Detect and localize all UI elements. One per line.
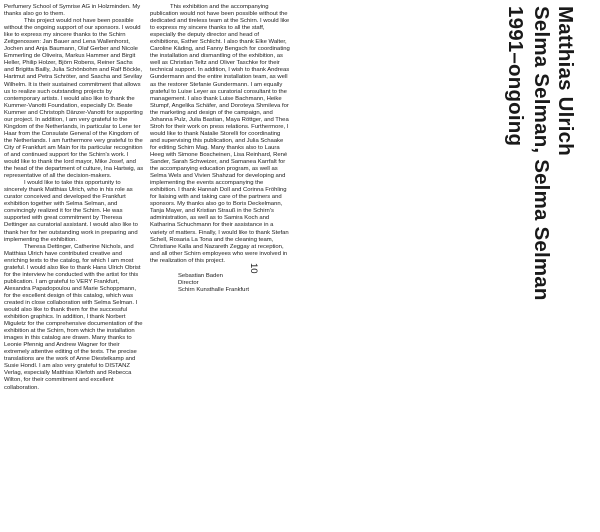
paragraph: Perfumery School of Symrise AG in Holzminden. My thanks also go to them. bbox=[4, 4, 141, 18]
paragraph: This project would not have been possible without the ongoing support of our sponsors. I would like to express my sincere thanks to the Schirn Zeitgenossen: Jan Bauer and Lena Wallenhorst, Jochen and Anja Baumann, Olaf Gerber and Nicole Emmerling de Oliveira, Markus Hammer and Birgit Heller, Philip Holzer, Björn Robens, Reiner Sachs and Brigitta Bailly, Julia Schönbohm and Ralf Böckle, Hartmut and Petra Schröter, and Sascha and Sevilay Wilhelm. It is their sustained commitment that allows us to realize such outstanding projects by contemporary artists. I would also like to thank the Kummer-Vanotti Foundation, especially Dr. Beate Kummer and Christoph Dänzer-Vanotti for supporting our project. In addition, I am very grateful to the Kingdom of the Netherlands, in particular to Lene ter Haar from the Consulate General of the Kingdom of the Netherlands. I am furthermore very grateful to the City of Frankfurt am Main for its particular recognition of and continued support for the Schirn's work. I would like to thank the lord mayor, Mike Josef, and the head of the department of culture, Ina Hartwig, as representative of all the decision-makers. bbox=[4, 18, 144, 180]
paragraph: I would like to take this opportunity to sincerely thank Matthias Ulrich, who in his role as curator conceived and developed the Frankfurt exhibition together with Selma Selman, and convincingly realized it for the Schirn. He was supported with great commitment by Theresa Dettinger as curatorial assistant. I would also like to thank her for her outstanding work in preparing and implementing the exhibition. bbox=[4, 180, 138, 243]
title-dates: 1991–ongoing bbox=[504, 6, 527, 147]
signature-institution: Schirn Kunsthalle Frankfurt bbox=[178, 286, 250, 293]
title-author: Matthias Ulrich bbox=[554, 6, 577, 156]
paragraph: This exhibition and the accompanying publication would not have been possible without the dedicated and tireless team at the Schirn. I would like to express my sincere thanks to all the staff, especially the deputy director and head of exhibitions, Esther Schlicht. I also thank Elke Walter, Caroline Käding, and Fanny Bengsch for coordinating the installation and dismantling of the exhibition, as well as Christian Teltz and Oliver Taschke for their technical support. In addition, I wish to thank Andreas Gundermann and the entire installation team, as well as the restorer Stefanie Gundermann. I am equally grateful to Luise Leyer as curatorial consultant to the management. I also thank Luise Bachmann, Heike Stumpf, Angelika Schäfer, and Doroteya Shmileva for the marketing and design of the campaign, and Johanna Pulz, Julia Bastian, Maya Röttger, and Thea Stroh for their work on press relations. Furthermore, I would like to thank Natalie Storelli for coordinating and supervising this publication, and Julia Schaake for editing Schirn Mag. Many thanks also to Laura Heeg with Simone Boscheinen, Lisa Reinhard, René Sander, Sarah Schweizer, and Samanea Karrfalt for the accompanying education program, as well as Selma Wels and Vivien Shahzad for developing and implementing the events accompanying the exhibition. I thank Hannah Doll and Corinna Fröhling for liaising with and taking care of the partners and sponsors. My thanks also go to Boris Deckelmann, Tanja Mayer, and Kristian Strauß in the Schirn's administration, as well as to Samira Koch and Katharina Schuchmann for their assistance in a variety of matters. Finally, I would like to thank Stefan Schell, Rosaria La Tona and the cleaning team, Christiane Kalla and Nazareth Zeggay at reception, and all other Schirn employees who were involved in the realization of this project. bbox=[150, 4, 290, 264]
signature-role: Director bbox=[178, 279, 199, 286]
right-text-column bbox=[150, 4, 290, 294]
signature-name: Sebastian Baden bbox=[178, 272, 223, 279]
title-main: Selma Selman, Selma Selman bbox=[530, 6, 553, 301]
signature-block bbox=[178, 273, 290, 294]
left-text-column bbox=[4, 4, 144, 392]
paragraph: Theresa Dettinger, Catherine Nichols, and Matthias Ulrich have contributed creative and enriching texts to the catalog, for which I am most grateful. I would also like to thank Hans Ulrich Obrist for the interview he conducted with the artist for this publication. I am grateful to VERY Frankfurt, Alexandra Papadopoulou and Marie Schoppmann, for the excellent design of this catalog, which was created in close collaboration with Selma Selman. I would also like to thank them for the successful exhibition graphics. In addition, I thank Norbert Miguletz for the comprehensive documentation of the exhibition at the Schirn, from which the installation images in this catalog are drawn. Many thanks to Leonie Pfennig and Andrew Wagner for their extremely attentive editing of the texts. The precise translations are the work of Anne Diestelkamp and Susie Hondl. I am also very grateful to DISTANZ Verlag, especially Matthias Kliefoth and Rebecca Wilton, for their commitment and excellent collaboration. bbox=[4, 243, 143, 391]
page-number: 10 bbox=[248, 263, 259, 274]
